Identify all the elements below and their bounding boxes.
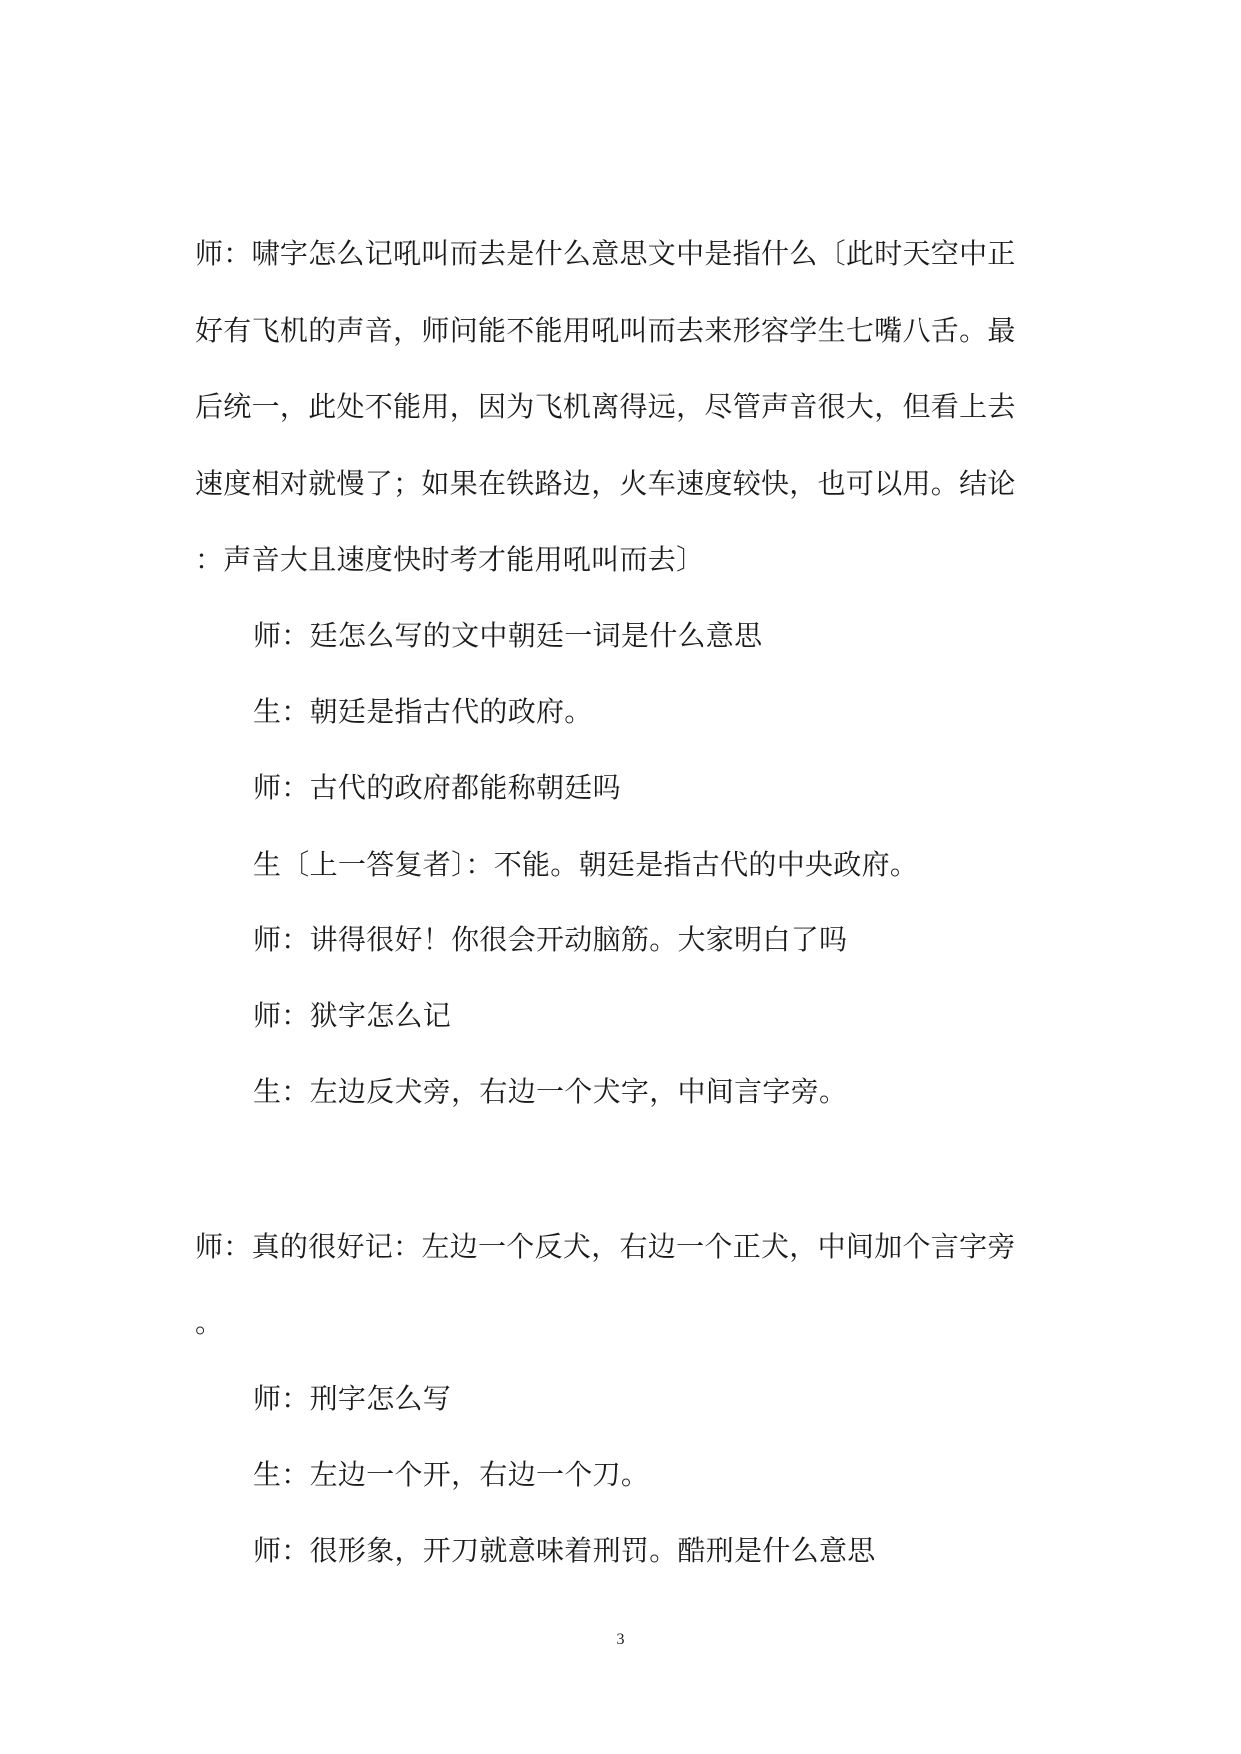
- dialogue-line: 生：左边一个开，右边一个刀。: [253, 1458, 650, 1491]
- paragraph-line: 师：啸字怎么记吼叫而去是什么意思文中是指什么〔此时天空中正: [195, 237, 1016, 270]
- page-number: 3: [616, 1631, 625, 1648]
- paragraph-line: 后统一，此处不能用，因为飞机离得远，尽管声音很大，但看上去: [195, 390, 1016, 423]
- dialogue-line: 师：狱字怎么记: [253, 999, 452, 1032]
- dialogue-line: 师：很形象，开刀就意味着刑罚。酷刑是什么意思: [253, 1534, 876, 1567]
- paragraph-line: 好有飞机的声音，师问能不能用吼叫而去来形容学生七嘴八舌。最: [195, 314, 1016, 347]
- dialogue-line: 师：古代的政府都能称朝廷吗: [253, 771, 621, 804]
- paragraph-line: 师：真的很好记：左边一个反犬，右边一个正犬，中间加个言字旁: [195, 1230, 1016, 1263]
- dialogue-line: 生：朝廷是指古代的政府。: [253, 695, 593, 728]
- paragraph-line: 速度相对就慢了；如果在铁路边，火车速度较快，也可以用。结论: [195, 467, 1016, 500]
- paragraph-line: 。: [195, 1306, 224, 1339]
- dialogue-line: 师：廷怎么写的文中朝廷一词是什么意思: [253, 619, 763, 652]
- dialogue-line: 生〔上一答复者〕：不能。朝廷是指古代的中央政府。: [253, 848, 919, 881]
- paragraph-line: ：声音大且速度快时考才能用吼叫而去〕: [195, 543, 705, 576]
- dialogue-line: 生：左边反犬旁，右边一个犬字，中间言字旁。: [253, 1075, 848, 1108]
- dialogue-line: 师：刑字怎么写: [253, 1382, 452, 1415]
- dialogue-line: 师：讲得很好！你很会开动脑筋。大家明白了吗: [253, 923, 848, 956]
